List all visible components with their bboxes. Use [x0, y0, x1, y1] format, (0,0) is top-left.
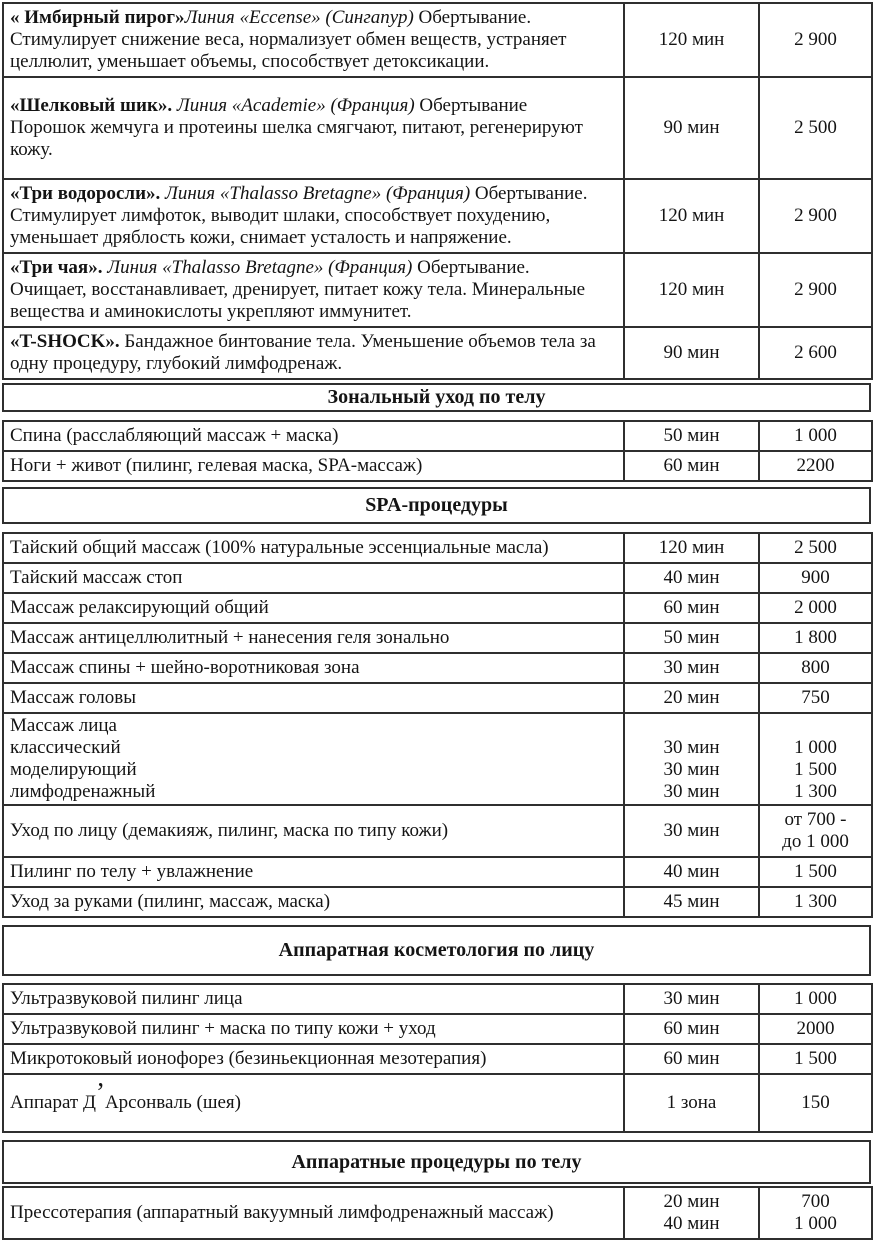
text-segment: Стимулирует снижение веса, нормализует обмен веществ, устраняет целлюлит, уменьшает объемы, способствует детоксикации. [10, 29, 567, 72]
table-row [3, 451, 872, 481]
service-cell: Спина (расслабляющий массаж + маска) [3, 421, 624, 451]
section-header-hardware-face: Аппаратная косметология по лицу [2, 925, 871, 976]
service-cell: Прессотерапия (аппаратный вакуумный лимфодренажный массаж) [3, 1187, 624, 1239]
table-row [3, 421, 872, 451]
duration-cell: 120 мин [624, 179, 759, 253]
price-cell [759, 1187, 872, 1239]
text-segment: Линия «Thalasso Bretagne» (Франция) [160, 183, 471, 204]
table-row [3, 984, 872, 1014]
service-cell: Микротоковый ионофорез (безиньекционная мезотерапия) [3, 1044, 624, 1074]
duration-cell: 90 мин [624, 327, 759, 379]
text-segment: Линия «Academie» (Франция) [172, 95, 415, 116]
duration-cell: 30 мин [624, 805, 759, 857]
service-cell: Ноги + живот (пилинг, гелевая маска, SPA-массаж) [3, 451, 624, 481]
price-cell: 150 [759, 1074, 872, 1132]
table-row [3, 683, 872, 713]
duration-cell: 40 мин [624, 857, 759, 887]
table-row [3, 713, 872, 805]
service-cell [3, 179, 624, 253]
cell-line: 30 мин [663, 759, 720, 780]
cell-line: 30 мин [663, 737, 720, 758]
duration-cell: 90 мин [624, 77, 759, 179]
cell-line: 700 [801, 1191, 830, 1212]
duration-cell: 120 мин [624, 253, 759, 327]
cell-line: 1 500 [794, 759, 837, 780]
cell-line [631, 715, 752, 737]
duration-cell [624, 1187, 759, 1239]
duration-cell: 40 мин [624, 563, 759, 593]
text-segment: Обертывание. [470, 183, 588, 204]
cell-line: 1 000 [794, 737, 837, 758]
price-cell: 800 [759, 653, 872, 683]
table-row [3, 1074, 872, 1132]
table-row [3, 1187, 872, 1239]
price-cell: 2200 [759, 451, 872, 481]
text-segment: Порошок жемчуга и протеины шелка смягчают, питают, регенерируют кожу. [10, 117, 583, 160]
text-segment: Очищает, восстанавливает, дренирует, питает кожу тела. Минеральные вещества и аминокислоты укрепляют иммунитет. [10, 279, 586, 322]
table-row [3, 593, 872, 623]
price-cell: 2 900 [759, 3, 872, 77]
table-row [3, 563, 872, 593]
price-table-spa [2, 532, 873, 918]
price-table-wraps [2, 2, 873, 380]
text-segment: «Три чая». [10, 257, 103, 278]
table-row [3, 805, 872, 857]
service-cell [3, 327, 624, 379]
duration-cell: 60 мин [624, 451, 759, 481]
text-segment: «Шелковый шик». [10, 95, 173, 116]
cell-line: 30 мин [663, 781, 720, 802]
duration-cell: 45 мин [624, 887, 759, 917]
price-cell: 750 [759, 683, 872, 713]
table-row [3, 1014, 872, 1044]
table-row [3, 857, 872, 887]
table-row [3, 1044, 872, 1074]
section-header-spa-procedures: SPA-процедуры [2, 487, 871, 524]
text-segment: « Имбирный пирог» [10, 7, 185, 28]
text-segment: Линия «Eccense» (Сингапур) [184, 7, 414, 28]
duration-cell: 30 мин [624, 984, 759, 1014]
duration-cell: 60 мин [624, 1044, 759, 1074]
duration-cell: 60 мин [624, 1014, 759, 1044]
table-row [3, 253, 872, 327]
service-cell: Тайский массаж стоп [3, 563, 624, 593]
service-cell: Массаж спины + шейно-воротниковая зона [3, 653, 624, 683]
price-cell: 2 900 [759, 253, 872, 327]
table-row [3, 887, 872, 917]
price-cell: 1 500 [759, 1044, 872, 1074]
service-cell [3, 3, 624, 77]
price-cell: 1 000 [759, 421, 872, 451]
cell-line: Массаж лица [10, 715, 117, 736]
table-row [3, 327, 872, 379]
table-row [3, 77, 872, 179]
service-cell: Тайский общий массаж (100% натуральные эссенциальные масла) [3, 533, 624, 563]
duration-cell: 30 мин [624, 653, 759, 683]
cell-line [766, 715, 865, 737]
text-segment: Обертывание. [412, 257, 530, 278]
table-row [3, 653, 872, 683]
text-segment: «Три водоросли». [10, 183, 161, 204]
price-cell: 2 600 [759, 327, 872, 379]
price-cell: 1 500 [759, 857, 872, 887]
price-table-hardware-body [2, 1186, 873, 1240]
duration-cell: 120 мин [624, 3, 759, 77]
price-cell: 1 000 [759, 984, 872, 1014]
text-segment: Стимулирует лимфоток, выводит шлаки, способствует похудению, уменьшает дряблость кожи, снимает усталость и напряжение. [10, 205, 551, 248]
section-header-zonal-care: Зональный уход по телу [2, 383, 871, 412]
service-cell: Массаж антицеллюлитный + нанесения геля зонально [3, 623, 624, 653]
text-segment: Линия «Thalasso Bretagne» (Франция) [102, 257, 413, 278]
price-cell [759, 713, 872, 805]
cell-line: 1 000 [794, 1213, 837, 1234]
duration-cell: 1 зона [624, 1074, 759, 1132]
cell-line: лимфодренажный [10, 781, 156, 802]
service-cell [3, 713, 624, 805]
price-cell: 2 900 [759, 179, 872, 253]
text-segment: Обертывание [414, 95, 528, 116]
cell-line: 40 мин [663, 1213, 720, 1234]
service-cell [3, 1074, 624, 1132]
text-segment: Арсонваль (шея) [104, 1092, 241, 1113]
document [2, 2, 871, 1240]
text-segment: ’ [95, 1077, 105, 1107]
cell-line: моделирующий [10, 759, 137, 780]
price-cell: 2 000 [759, 593, 872, 623]
cell-line: от 700 - [784, 809, 847, 830]
price-cell: 2 500 [759, 77, 872, 179]
service-cell [3, 253, 624, 327]
service-cell: Массаж релаксирующий общий [3, 593, 624, 623]
table-row [3, 623, 872, 653]
duration-cell: 50 мин [624, 421, 759, 451]
table-row [3, 179, 872, 253]
table-row [3, 3, 872, 77]
table-row [3, 533, 872, 563]
price-cell: 1 300 [759, 887, 872, 917]
price-table-hardware-face [2, 983, 873, 1133]
service-cell: Уход за руками (пилинг, массаж, маска) [3, 887, 624, 917]
service-cell: Ультразвуковой пилинг + маска по типу кожи + уход [3, 1014, 624, 1044]
duration-cell: 120 мин [624, 533, 759, 563]
price-cell: 2 500 [759, 533, 872, 563]
price-cell: 1 800 [759, 623, 872, 653]
service-cell: Массаж головы [3, 683, 624, 713]
section-header-hardware-body: Аппаратные процедуры по телу [2, 1140, 871, 1184]
price-cell [759, 805, 872, 857]
price-cell: 2000 [759, 1014, 872, 1044]
duration-cell: 60 мин [624, 593, 759, 623]
cell-line: 20 мин [663, 1191, 720, 1212]
duration-cell: 50 мин [624, 623, 759, 653]
price-table-zonal [2, 420, 873, 482]
cell-line: классический [10, 737, 121, 758]
service-cell [3, 77, 624, 179]
text-segment: «T-SHOCK». [10, 331, 120, 352]
text-segment: Обертывание. [413, 7, 532, 28]
duration-cell: 20 мин [624, 683, 759, 713]
service-cell: Ультразвуковой пилинг лица [3, 984, 624, 1014]
text-segment: Бандажное бинтование тела. Уменьшение объемов тела за одну процедуру, глубокий лимфодренаж. [10, 331, 596, 374]
cell-line: до 1 000 [782, 831, 849, 852]
service-cell: Уход по лицу (демакияж, пилинг, маска по типу кожи) [3, 805, 624, 857]
cell-line: 1 300 [794, 781, 837, 802]
text-segment: Аппарат Д [10, 1092, 96, 1113]
duration-cell [624, 713, 759, 805]
price-cell: 900 [759, 563, 872, 593]
service-cell: Пилинг по телу + увлажнение [3, 857, 624, 887]
